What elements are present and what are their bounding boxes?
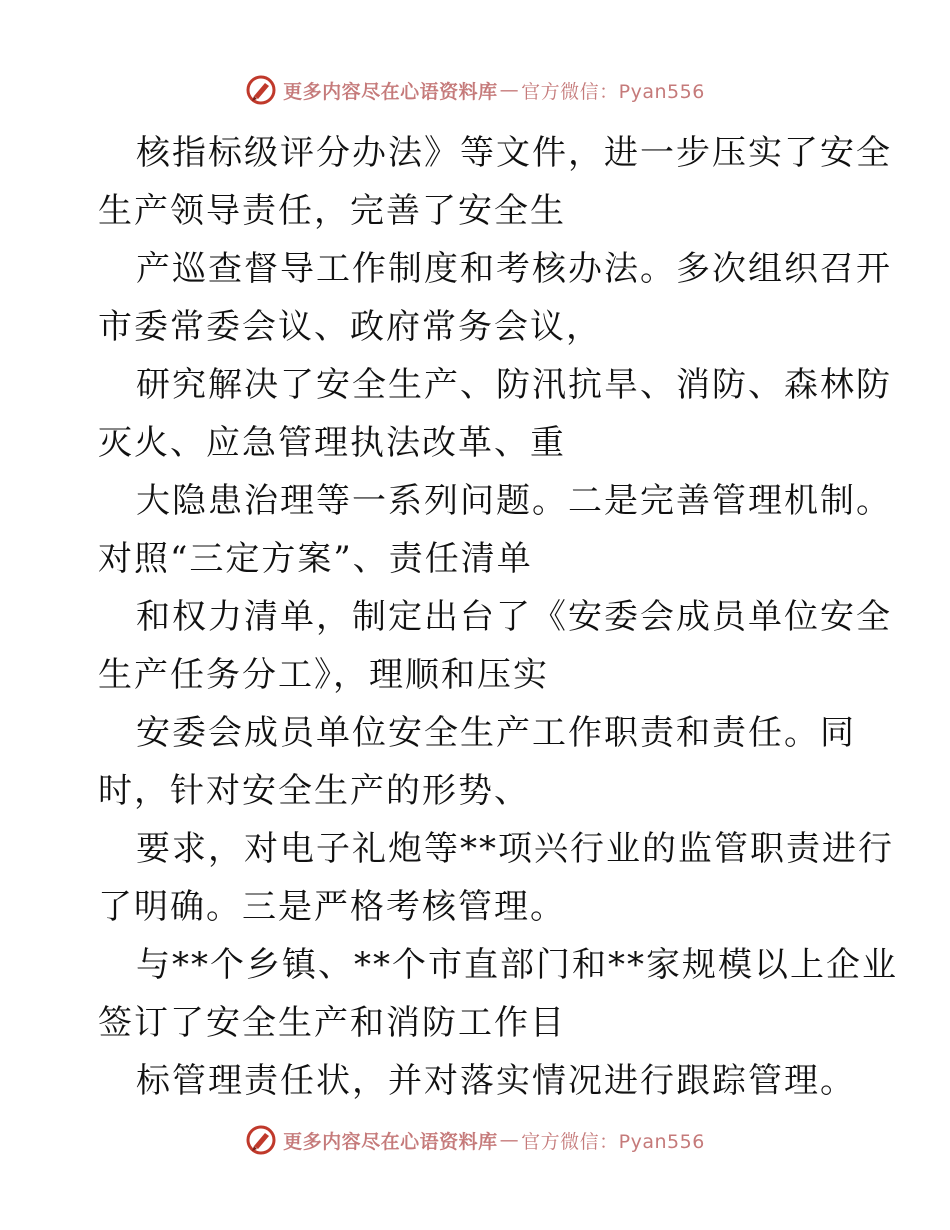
- body-line: 灭火、应急管理执法改革、重: [98, 423, 566, 463]
- body-line: 核指标级评分办法》等文件，进一步压实了安全: [136, 133, 892, 173]
- watermark-main-text: 更多内容尽在心语资料库: [283, 1130, 498, 1153]
- body-line: 与**个乡镇、**个市直部门和**家规模以上企业: [136, 945, 898, 985]
- body-line: 对照“三定方案”、责任清单: [98, 539, 533, 579]
- watermark-handle: 官方微信：Pyan556: [521, 80, 705, 103]
- body-line: 产巡查督导工作制度和考核办法。多次组织召开: [136, 249, 892, 289]
- body-line: 市委常委会议、政府常务会议，: [98, 307, 602, 347]
- watermark-main-text: 更多内容尽在心语资料库: [283, 80, 498, 103]
- watermark-dash: —: [499, 1129, 520, 1151]
- body-line: 安委会成员单位安全生产工作职责和责任。同: [136, 713, 856, 753]
- body-line: 生产领导责任，完善了安全生: [98, 191, 566, 231]
- watermark-dash: —: [499, 79, 520, 101]
- body-line: 大隐患治理等一系列问题。二是完善管理机制。: [136, 481, 892, 521]
- body-line: 了明确。三是严格考核管理。: [98, 887, 566, 927]
- body-line: 和权力清单，制定出台了《安委会成员单位安全: [136, 597, 892, 637]
- body-line: 时，针对安全生产的形势、: [98, 771, 530, 811]
- watermark-header: [0, 72, 950, 108]
- pen-logo-icon: [245, 1124, 277, 1156]
- document-body: [98, 124, 898, 1110]
- body-line: 研究解决了安全生产、防汛抗旱、消防、森林防: [136, 365, 892, 405]
- body-line: 签订了安全生产和消防工作目: [98, 1003, 566, 1043]
- watermark-handle: 官方微信：Pyan556: [521, 1130, 705, 1153]
- pen-logo-icon: [245, 74, 277, 106]
- body-line: 要求，对电子礼炮等**项兴行业的监管职责进行: [136, 829, 894, 869]
- body-line: 标管理责任状，并对落实情况进行跟踪管理。: [136, 1061, 856, 1101]
- body-line: 生产任务分工》，理顺和压实: [98, 655, 549, 695]
- watermark-footer: [0, 1122, 950, 1158]
